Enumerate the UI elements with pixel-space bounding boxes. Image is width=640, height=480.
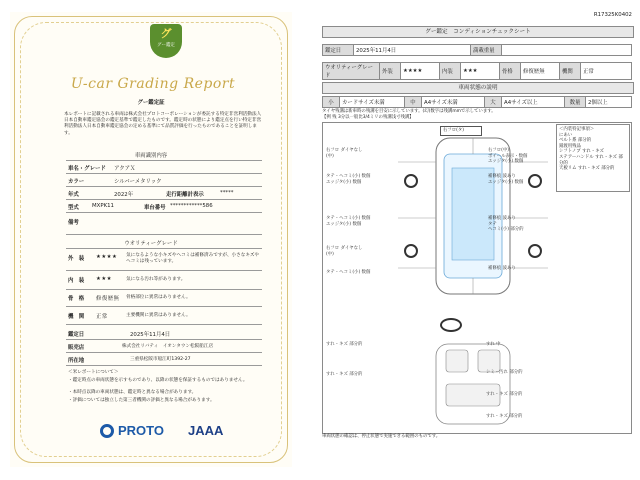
store-value: 株式会社リバティ イオンタウン松阪船江店 [122, 344, 214, 349]
grade-col-value: ★★★ [461, 63, 500, 80]
damage-label: 右フロ ダイヤなし(中) [326, 148, 363, 159]
size-label: 大 [485, 97, 502, 108]
grade-col-label: 外装 [380, 63, 401, 80]
document-id: R17325K0402 [593, 12, 632, 18]
interior-label: すれ・キズ 部分的 [326, 372, 363, 377]
grade-col-value: 修復歴無 [521, 63, 560, 80]
divider [66, 160, 262, 161]
location-value: 三重県松阪市船江町1392-27 [130, 357, 191, 362]
size-label: 小 [323, 97, 340, 108]
size-label: 中 [405, 97, 422, 108]
damage-label: 補修痕 波あり [488, 266, 516, 271]
mileage-label: 走行距離計表示 [166, 192, 204, 198]
interior-label: すれ・キズ 部分的 [486, 392, 523, 397]
engine-value: 正常 [96, 314, 108, 320]
tire-note: タイヤ残溝は新車時の残溝を目安に示しています。(幻)数字は残溝mmで示しています。 [322, 109, 496, 114]
interior-notes-title: ＜内装特記事項＞ [559, 127, 595, 132]
divider [66, 289, 262, 290]
damage-label: 補修痕 波あり タテ ヘコミ(小) 部分的 [488, 216, 524, 233]
engine-label: 機 関 [68, 314, 85, 320]
interior-note-item: シフトノブ すれ・キズ [559, 149, 604, 155]
grading-certificate [10, 12, 292, 467]
grade-col-value: 正常 [581, 63, 632, 80]
sheet-footer-note: 車両状態の確認は、停止状態で実施できる範囲のものです。 [322, 434, 441, 439]
interior-label: すれ・キズ 部分的 [326, 342, 363, 347]
jaaa-logo: JAAA [188, 423, 224, 438]
appraisal-date-value: 2025年11月4日 [354, 45, 471, 56]
divider [66, 270, 262, 271]
exterior-label: 外 装 [68, 256, 85, 262]
interior-note-item: 錆渡用残品 [559, 143, 581, 149]
grade-label: ウオリティーグレード [323, 63, 380, 80]
wheel-icon [528, 244, 542, 258]
damage-label: タテ・ヘコミ(小) 数個 エッジタ(小) 数個 [326, 174, 371, 185]
type-value: MXPK11 [92, 203, 114, 209]
interior-note-item: 天板リム すれ・キズ 部分的 [559, 166, 615, 172]
color-label: カラー [68, 179, 85, 185]
date-label: 鑑定日 [68, 332, 85, 338]
interior-notes-box [556, 124, 630, 192]
condition-check-sheet [322, 12, 632, 456]
footer-heading: ＜米レポートについて＞ [68, 370, 119, 375]
damage-label: 補修痕 波あり エッジタ(小) 数個 [488, 174, 524, 185]
damage-label: 右フロ ダイヤなし(中) [326, 246, 363, 257]
exterior-desc: 気になるような小キズやヘコミは補修済みですが、小さなキズやヘコミは残っています。 [126, 253, 260, 265]
interior-note-item: ステアーハンドル すれ・キズ 部分的 [559, 154, 623, 166]
interior-label: すれ・キズ 部分的 [486, 414, 523, 419]
expire-label: 満載重量 [471, 45, 502, 56]
interior-label: 内 装 [68, 278, 85, 284]
notes-label: 備考 [68, 220, 79, 226]
exterior-stars: ★★★★ [96, 254, 118, 260]
size-value: A4サイズ以上 [502, 97, 565, 108]
size-value: カードサイズ未満 [340, 97, 405, 108]
damage-label: タテ・ヘコミ(小) 数個 [326, 270, 371, 275]
expire-value [502, 45, 632, 56]
frame-desc: 骨格部位に異常はありません。 [126, 295, 191, 300]
size-value: A4サイズ未満 [422, 97, 485, 108]
divider [66, 248, 262, 249]
certificate-subtitle: グー鑑定証 [137, 100, 165, 106]
size-value: 2個以上 [586, 97, 632, 108]
chassis-value: ************586 [170, 203, 213, 209]
divider [66, 365, 262, 366]
engine-desc: 主要機関に異常はありません。 [126, 313, 191, 318]
damage-label: 右フロ(タ) [440, 126, 482, 136]
model-value: アクアＸ [114, 166, 136, 172]
interior-note-item: にあい [559, 132, 573, 138]
divider [66, 339, 262, 340]
grade-col-value: ★★★★ [401, 63, 440, 80]
mileage-value: ***** [220, 190, 234, 196]
interior-desc: 気になる汚れ等があります。 [126, 277, 186, 282]
divider [66, 306, 262, 307]
footer-note: ・本時点以降の車両状態は、鑑定時と異なる場合があります。 [68, 390, 197, 395]
divider [66, 352, 262, 353]
divider [66, 212, 262, 213]
size-label: 数量 [565, 97, 586, 108]
interior-note-item: ベルト系 部分的 [559, 138, 592, 144]
tire-note-example: 【例 残 3分以一般比3/4ミリの残溝浅寸残溝】 [322, 115, 414, 120]
frame-label: 骨 格 [68, 296, 85, 302]
frame-value: 修復歴無 [96, 296, 120, 302]
model-label: 車名・グレード [68, 166, 106, 172]
intro-text: 本レポートに記載される車両は株式会社プロトコーポレーションが委託する特定非営利活動法人日本自動車鑑定協会の鑑定基準で鑑定したものです。鑑定時の状態により鑑定点を行い特定非営利活動法人日本自動車鑑定協会の定める基準にて品質評価を行ったものであることを証明します。 [64, 112, 262, 136]
grade-col-label: 骨格 [500, 63, 521, 80]
steering-wheel-icon [440, 318, 462, 332]
year-label: 年式 [68, 192, 79, 198]
interior-stars: ★★★ [96, 276, 112, 282]
location-label: 所在地 [68, 358, 85, 364]
appraisal-date-table [322, 44, 632, 56]
grade-col-label: 機関 [560, 63, 581, 80]
quality-section-title: ウオリティーグレード [124, 241, 178, 247]
goo-appraisal-badge: グ グー鑑定 [150, 24, 182, 58]
damage-label: タテ・ヘコミ(小) 数個 エッジタ(小) 数個 [326, 216, 371, 227]
quality-grade-table [322, 62, 632, 80]
report-title: U-car Grading Report [70, 76, 236, 92]
footer-note: ・評価については独立した第三者機関の評価と異なる場合があります。 [68, 398, 215, 403]
interior-label: すれ 中 [486, 342, 501, 347]
proto-logo: PROTO [118, 423, 164, 438]
divider [66, 186, 262, 187]
footer-note: ・鑑定時点の車両状態を示すものであり、以降の状態を保証するものではありません。 [68, 378, 248, 383]
grade-col-label: 内装 [440, 63, 461, 80]
condition-heading: 車両状態の説明 [322, 82, 634, 94]
color-value: シルバーメタリック [114, 179, 162, 185]
sheet-title: グー鑑定 コンディションチェックシート [322, 26, 634, 38]
interior-label: シミ・汚れ 部分的 [486, 370, 523, 375]
store-label: 販売店 [68, 345, 85, 351]
proto-logo-icon [100, 424, 114, 438]
year-value: 2022年 [114, 192, 134, 198]
divider [66, 324, 262, 325]
type-label: 型式 [68, 205, 79, 211]
wheel-icon [404, 244, 418, 258]
divider [66, 173, 262, 174]
chassis-label: 車台番号 [144, 205, 166, 211]
vehicle-section-title: 車両識別内容 [134, 153, 168, 159]
damage-label: 右フロ(中) ボイール表示・数個 エッジタ(小) 数個 [488, 148, 528, 165]
date-value: 2025年11月4日 [130, 332, 171, 338]
divider [66, 234, 262, 235]
size-legend-table [322, 96, 632, 108]
appraisal-date-label: 鑑定日 [323, 45, 354, 56]
divider [66, 199, 262, 200]
wheel-icon [404, 174, 418, 188]
